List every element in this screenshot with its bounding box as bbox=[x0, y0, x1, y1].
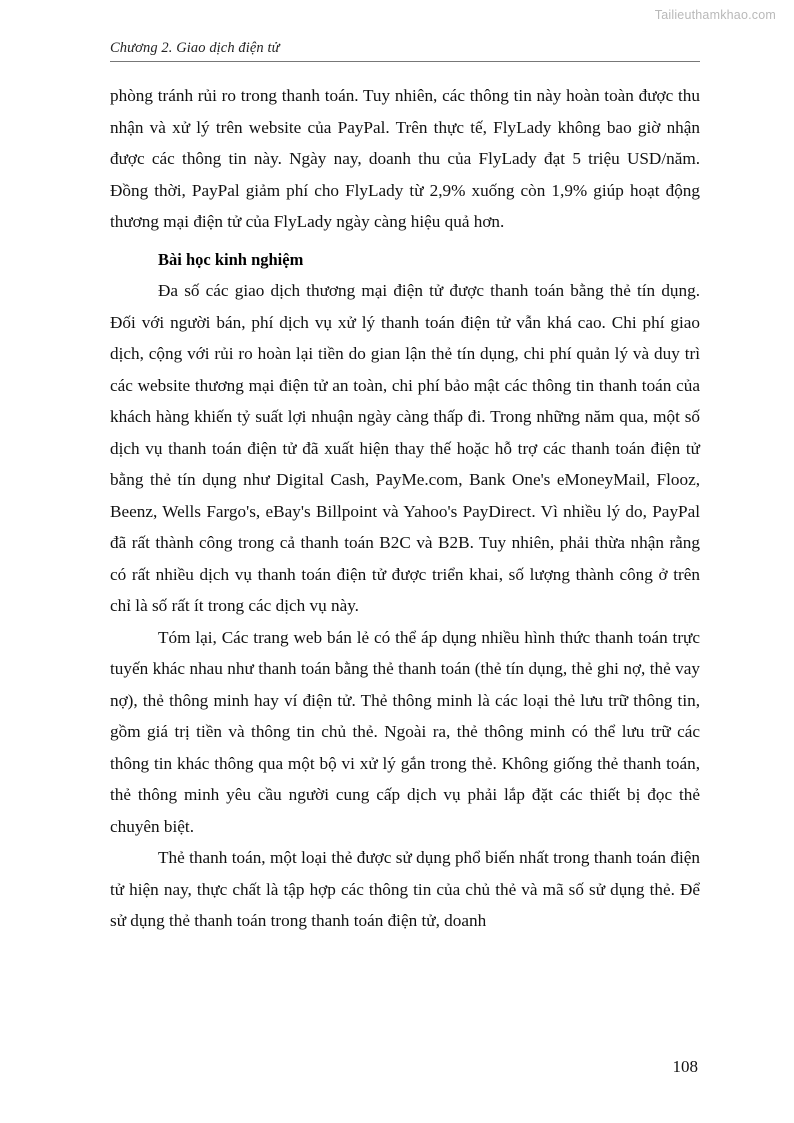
subheading-lessons: Bài học kinh nghiệm bbox=[158, 249, 304, 269]
paragraph-2: Đa số các giao dịch thương mại điện tử được thanh toán bằng thẻ tín dụng. Đối với người bán, phí dịch vụ xử lý thanh toán điện tử vẫn khá cao. Chi phí giao dịch, cộng với rủi ro hoàn lại tiền do gian lận thẻ tín dụng, chi phí quản lý và duy trì các website thương mại điện tử an toàn, chi phí bảo mật các thông tin thanh toán của khách hàng khiến tỷ suất lợi nhuận ngày càng thấp đi. Trong những năm qua, một số dịch vụ thanh toán điện tử đã xuất hiện thay thế hoặc hỗ trợ các thanh toán điện tử bằng thẻ tín dụng như Digital Cash, PayMe.com, Bank One's eMoneyMail, Flooz, Beenz, Wells Fargo's, eBay's Billpoint và Yahoo's PayDirect. Vì nhiều lý do, PayPal đã rất thành công trong cả thanh toán B2C và B2B. Tuy nhiên, phải thừa nhận rằng có rất nhiều dịch vụ thanh toán điện tử được triển khai, số lượng thành công ở trên chỉ là số rất ít trong các dịch vụ này. bbox=[110, 281, 700, 615]
watermark-text: Tailieuthamkhao.com bbox=[654, 8, 776, 22]
body-text bbox=[110, 80, 700, 937]
running-head: Chương 2. Giao dịch điện tử bbox=[110, 40, 700, 62]
paragraph-4: Thẻ thanh toán, một loại thẻ được sử dụng phổ biến nhất trong thanh toán điện tử hiện nay, thực chất là tập hợp các thông tin của chủ thẻ và mã số sử dụng thẻ. Để sử dụng thẻ thanh toán trong thanh toán điện tử, doanh bbox=[110, 848, 700, 930]
paragraph-3: Tóm lại, Các trang web bán lẻ có thể áp dụng nhiều hình thức thanh toán trực tuyến khác nhau như thanh toán bằng thẻ thanh toán (thẻ tín dụng, thẻ ghi nợ, thẻ vay nợ), thẻ thông minh hay ví điện tử. Thẻ thông minh là các loại thẻ lưu trữ thông tin, gồm giá trị tiền và thông tin chủ thẻ. Ngoài ra, thẻ thông minh có thể lưu trữ các thông tin khác thông qua một bộ vi xử lý gắn trong thẻ. Không giống thẻ thanh toán, thẻ thông minh yêu cầu người cung cấp dịch vụ phải lắp đặt các thiết bị đọc thẻ chuyên biệt. bbox=[110, 627, 700, 836]
paragraph-1: phòng tránh rủi ro trong thanh toán. Tuy nhiên, các thông tin này hoàn toàn được thu nhận và xử lý trên website của PayPal. Trên thực tế, FlyLady không bao giờ nhận được các thông tin này. Ngày nay, doanh thu của FlyLady đạt 5 triệu USD/năm. Đồng thời, PayPal giảm phí cho FlyLady từ 2,9% xuống còn 1,9% giúp hoạt động thương mại điện tử của FlyLady ngày càng hiệu quả hơn. bbox=[110, 86, 700, 231]
page-content bbox=[110, 40, 700, 937]
page-number: 108 bbox=[672, 1057, 698, 1076]
